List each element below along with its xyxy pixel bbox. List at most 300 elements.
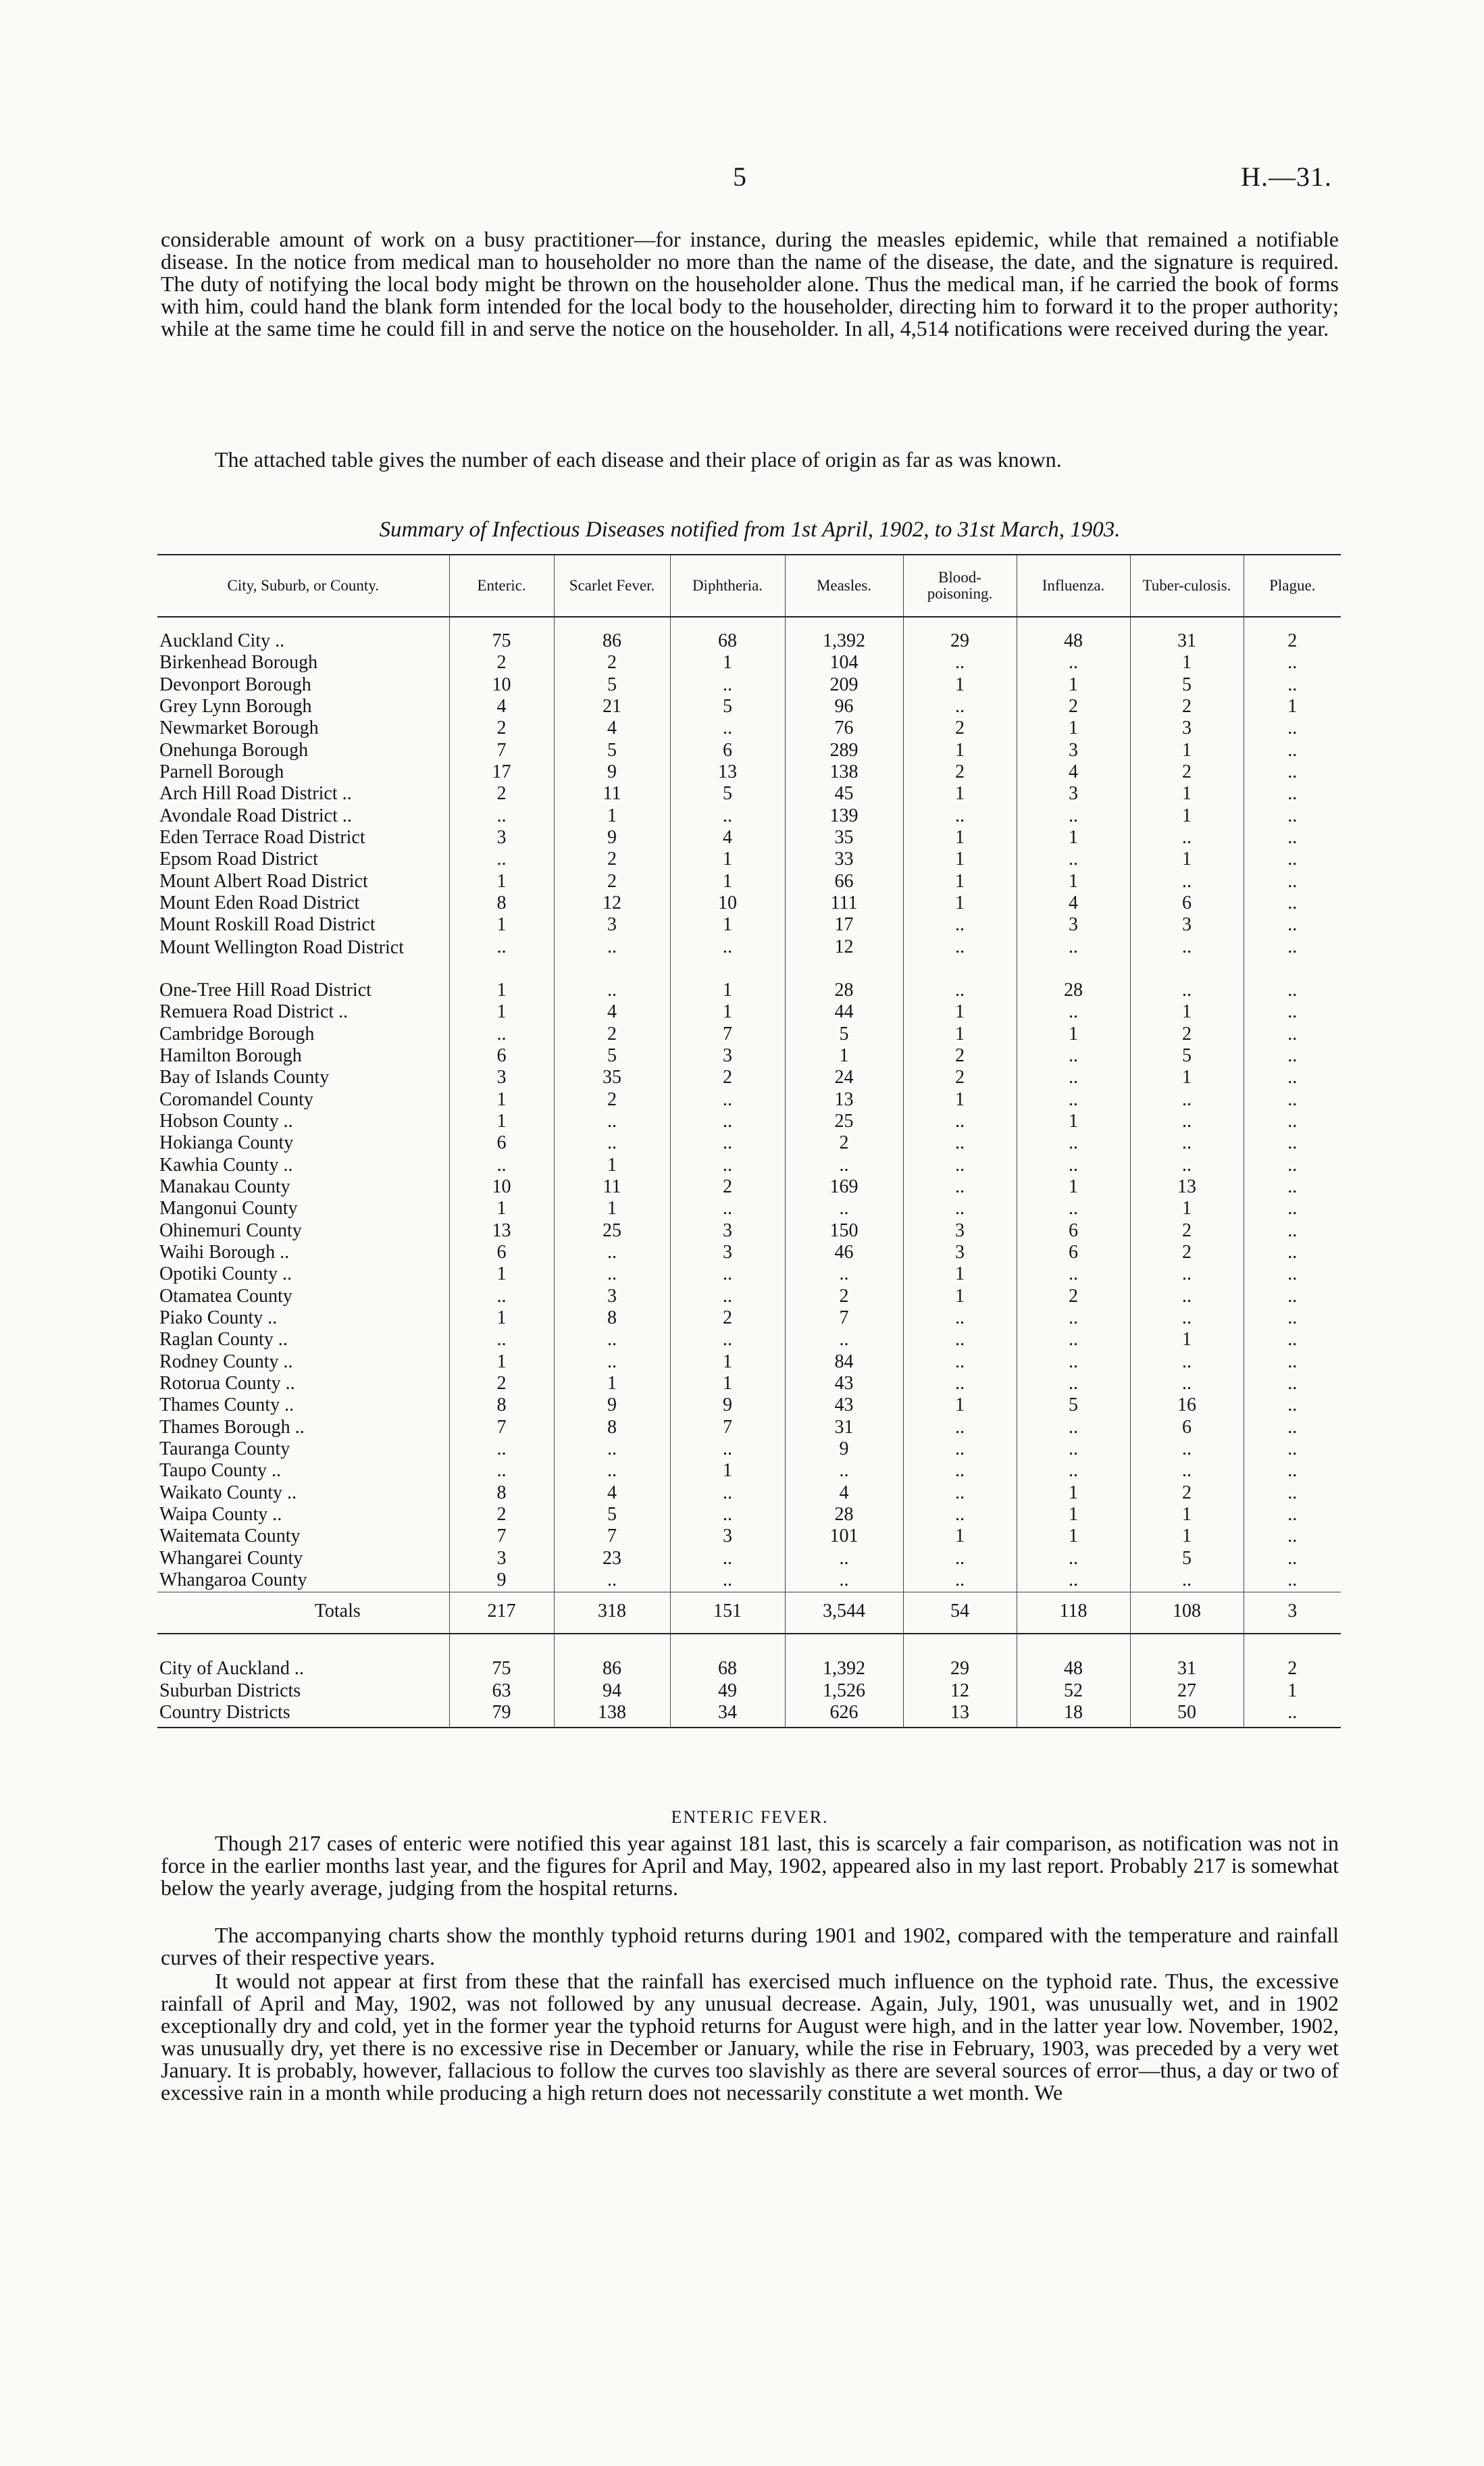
cell-diphtheria: 1	[670, 1374, 785, 1395]
cell-influenza: ..	[1017, 1264, 1130, 1286]
cell-plague: ..	[1244, 1395, 1341, 1417]
cell-measles: 111	[785, 893, 903, 915]
cell-place: Hokianga County	[159, 1132, 294, 1154]
cell-diphtheria: 13	[670, 762, 785, 784]
cell-tuberculosis: ..	[1130, 1570, 1244, 1592]
cell-influenza: 48	[1017, 631, 1130, 653]
cell-blood-poisoning: 1	[903, 849, 1017, 871]
cell-place: Devonport Borough	[159, 674, 311, 695]
table-row	[157, 1242, 1341, 1264]
cell-place: Waikato County ..	[159, 1482, 297, 1503]
cell-measles: 43	[785, 1395, 903, 1417]
cell-blood-poisoning: ..	[903, 697, 1017, 718]
cell-blood-poisoning: ..	[903, 1155, 1017, 1177]
cell-enteric: 4	[449, 697, 554, 718]
cell-scarlet-fever: 25	[554, 1221, 670, 1242]
cell-scarlet-fever: 5	[554, 675, 670, 697]
cell-plague: 2	[1244, 631, 1341, 653]
cell-influenza: 1	[1017, 1111, 1130, 1133]
cell-influenza: ..	[1017, 1067, 1130, 1089]
cell-enteric: 3	[449, 828, 554, 849]
cell-tuberculosis: 1	[1130, 1199, 1244, 1220]
cell-diphtheria: 1	[670, 653, 785, 674]
table-row	[157, 937, 1341, 980]
table-row	[157, 806, 1341, 828]
cell-scarlet-fever: 1	[554, 1155, 670, 1177]
cell-enteric: 1	[449, 1111, 554, 1133]
cell-blood-poisoning: ..	[903, 1352, 1017, 1374]
cell-place: Taupo County ..	[159, 1460, 282, 1482]
cell-scarlet-fever: 9	[554, 828, 670, 849]
cell-blood-poisoning: ..	[903, 915, 1017, 936]
cell-blood-poisoning: 12	[903, 1681, 1017, 1703]
cell-influenza: 1	[1017, 1505, 1130, 1526]
cell-plague: ..	[1244, 1505, 1341, 1526]
cell-scarlet-fever: ..	[554, 1242, 670, 1264]
cell-diphtheria: ..	[670, 1286, 785, 1308]
cell-measles: 66	[785, 872, 903, 893]
cell-place: Rotorua County ..	[159, 1373, 295, 1394]
cell-tuberculosis: 2	[1130, 697, 1244, 718]
cell-diphtheria: ..	[670, 1090, 785, 1111]
cell-diphtheria: ..	[670, 675, 785, 697]
cell-measles: 25	[785, 1111, 903, 1133]
cell-blood-poisoning: 1	[903, 784, 1017, 805]
cell-influenza: 5	[1017, 1395, 1130, 1417]
table-row	[157, 1505, 1341, 1526]
cell-place: Piako County ..	[159, 1307, 278, 1328]
cell-blood-poisoning: ..	[903, 937, 1017, 980]
cell-measles: 43	[785, 1374, 903, 1395]
cell-blood-poisoning: ..	[903, 1505, 1017, 1526]
cell-place: Bay of Islands County	[159, 1067, 330, 1088]
page-number: 5	[733, 161, 746, 192]
cell-scarlet-fever: 1	[554, 1374, 670, 1395]
cell-place: Newmarket Borough	[159, 718, 319, 739]
table-row	[157, 1570, 1341, 1592]
cell-place: Birkenhead Borough	[159, 652, 318, 674]
cell-plague: ..	[1244, 1155, 1341, 1177]
cell-blood-poisoning: ..	[903, 1461, 1017, 1482]
cell-enteric: 3	[449, 1067, 554, 1089]
cell-enteric: 1	[449, 1352, 554, 1374]
cell-diphtheria: ..	[670, 1264, 785, 1286]
cell-influenza: ..	[1017, 1155, 1130, 1177]
cell-blood-poisoning: 1	[903, 872, 1017, 893]
cell-enteric: 75	[449, 631, 554, 653]
cell-plague: ..	[1244, 1417, 1341, 1439]
cell-plague: ..	[1244, 1703, 1341, 1728]
cell-tuberculosis: 2	[1130, 1024, 1244, 1046]
cell-diphtheria: 3	[670, 1242, 785, 1264]
summary-row	[157, 1659, 1341, 1680]
cell-blood-poisoning: ..	[903, 806, 1017, 828]
cell-scarlet-fever: 4	[554, 718, 670, 740]
cell-influenza: ..	[1017, 1199, 1130, 1220]
cell-enteric: 2	[449, 718, 554, 740]
document-reference: H.—31.	[1241, 161, 1332, 192]
cell-blood-poisoning: 1	[903, 1024, 1017, 1046]
cell-diphtheria: ..	[670, 1111, 785, 1133]
cell-plague: 1	[1244, 1681, 1341, 1703]
cell-plague: ..	[1244, 1177, 1341, 1199]
cell-tuberculosis: 31	[1130, 631, 1244, 653]
cell-scarlet-fever: 4	[554, 1002, 670, 1024]
cell-plague: ..	[1244, 806, 1341, 828]
cell-scarlet-fever: 7	[554, 1526, 670, 1548]
cell-diphtheria: 2	[670, 1177, 785, 1199]
cell-blood-poisoning: ..	[903, 1570, 1017, 1592]
cell-place: Suburban Districts	[159, 1680, 301, 1701]
cell-diphtheria: 1	[670, 915, 785, 936]
table-header-row	[157, 555, 1341, 617]
column-header-scarlet-fever: Scarlet Fever.	[554, 555, 670, 617]
cell-scarlet-fever: 9	[554, 762, 670, 784]
cell-enteric: 2	[449, 784, 554, 805]
cell-measles: 1,526	[785, 1681, 903, 1703]
cell-plague: ..	[1244, 1374, 1341, 1395]
cell-measles: 24	[785, 1067, 903, 1089]
cell-plague: ..	[1244, 1221, 1341, 1242]
cell-plague: ..	[1244, 1330, 1341, 1351]
infectious-diseases-table	[157, 554, 1341, 1728]
cell-measles: 28	[785, 1505, 903, 1526]
cell-tuberculosis: 1	[1130, 1002, 1244, 1024]
cell-influenza: 3	[1017, 915, 1130, 936]
cell-place: Auckland City ..	[159, 630, 285, 651]
cell-blood-poisoning: 3	[903, 1221, 1017, 1242]
cell-enteric: 1	[449, 915, 554, 936]
table-row	[157, 1133, 1341, 1155]
cell-enteric: ..	[449, 1461, 554, 1482]
cell-diphtheria: ..	[670, 718, 785, 740]
cell-influenza: ..	[1017, 937, 1130, 980]
cell-tuberculosis: 1	[1130, 1505, 1244, 1526]
cell-influenza: 4	[1017, 893, 1130, 915]
cell-scarlet-fever: 4	[554, 1483, 670, 1505]
cell-enteric: 1	[449, 872, 554, 893]
cell-measles: 84	[785, 1352, 903, 1374]
cell-plague: ..	[1244, 980, 1341, 1002]
cell-measles: 31	[785, 1417, 903, 1439]
column-header-tuberculosis: Tuber-culosis.	[1130, 555, 1244, 617]
table-row	[157, 1330, 1341, 1351]
cell-diphtheria: 1	[670, 872, 785, 893]
table-row	[157, 1264, 1341, 1286]
cell-blood-poisoning: ..	[903, 1111, 1017, 1133]
cell-tuberculosis: 27	[1130, 1681, 1244, 1703]
cell-plague: ..	[1244, 1024, 1341, 1046]
cell-tuberculosis: ..	[1130, 980, 1244, 1002]
cell-place: Onehunga Borough	[159, 739, 309, 761]
table-row	[157, 1067, 1341, 1089]
cell-tuberculosis: 1	[1130, 784, 1244, 805]
table-row	[157, 1090, 1341, 1111]
cell-scarlet-fever: 5	[554, 1046, 670, 1067]
table-row	[157, 1461, 1341, 1482]
table-row	[157, 784, 1341, 805]
cell-enteric: 1	[449, 1264, 554, 1286]
cell-blood-poisoning: 2	[903, 1067, 1017, 1089]
cell-enteric: 2	[449, 1505, 554, 1526]
cell-plague: ..	[1244, 828, 1341, 849]
cell-enteric: ..	[449, 849, 554, 871]
column-header-place: City, Suburb, or County.	[157, 555, 449, 617]
cell-place: City of Auckland ..	[159, 1658, 304, 1680]
table-row	[157, 1549, 1341, 1570]
intro-paragraph-1: considerable amount of work on a busy practitioner—for instance, during the measles epidemic, while that remained a notifiable disease. In the notice from medical man to householder no more than the name of the disease, the date, and the signature is required. The duty of notifying the local body might be thrown on the householder alone. Thus the medical man, if he carried the book of forms with him, could hand the blank form intended for the local body to the householder, directing him to forward it to the proper authority; while at the same time he could fill in and serve the notice on the householder. In all, 4,514 notifications were received during the year.	[161, 227, 1339, 341]
column-header-enteric: Enteric.	[449, 555, 554, 617]
cell-influenza: 28	[1017, 980, 1130, 1002]
table-row	[157, 1024, 1341, 1046]
cell-place: Mount Albert Road District	[159, 870, 368, 892]
cell-diphtheria: 9	[670, 1395, 785, 1417]
cell-diphtheria: 151	[670, 1592, 785, 1634]
cell-tuberculosis: 2	[1130, 1242, 1244, 1264]
cell-tuberculosis: ..	[1130, 1111, 1244, 1133]
table-row	[157, 697, 1341, 718]
cell-measles: 35	[785, 828, 903, 849]
cell-tuberculosis: 1	[1130, 849, 1244, 871]
cell-enteric: 6	[449, 1242, 554, 1264]
cell-place: Avondale Road District ..	[159, 805, 352, 826]
cell-tuberculosis: 6	[1130, 1417, 1244, 1439]
cell-tuberculosis: 5	[1130, 675, 1244, 697]
cell-place: Coromandel County	[159, 1088, 313, 1110]
enteric-paragraph-2: The accompanying charts show the monthly typhoid returns during 1901 and 1902, compared with the temperature and rainfall curves of their respective years.	[161, 1923, 1339, 1969]
cell-scarlet-fever: 11	[554, 1177, 670, 1199]
cell-enteric: 217	[449, 1592, 554, 1634]
cell-diphtheria: 10	[670, 893, 785, 915]
cell-plague: ..	[1244, 718, 1341, 740]
cell-diphtheria: 1	[670, 1461, 785, 1482]
table-row	[157, 1526, 1341, 1548]
table-row	[157, 1002, 1341, 1024]
cell-influenza: 1	[1017, 828, 1130, 849]
cell-place: Mangonui County	[159, 1198, 298, 1219]
cell-scarlet-fever: 9	[554, 1395, 670, 1417]
cell-scarlet-fever: ..	[554, 1352, 670, 1374]
column-header-measles: Measles.	[785, 555, 903, 617]
cell-influenza: 2	[1017, 697, 1130, 718]
cell-blood-poisoning: ..	[903, 1417, 1017, 1439]
cell-tuberculosis: 3	[1130, 915, 1244, 936]
cell-enteric: 7	[449, 1417, 554, 1439]
cell-enteric: 1	[449, 1308, 554, 1330]
cell-tuberculosis: ..	[1130, 1133, 1244, 1155]
cell-influenza: 1	[1017, 1483, 1130, 1505]
cell-diphtheria: 1	[670, 849, 785, 871]
cell-plague: ..	[1244, 1526, 1341, 1548]
cell-scarlet-fever: ..	[554, 1111, 670, 1133]
cell-enteric: ..	[449, 1286, 554, 1308]
cell-enteric: 1	[449, 1090, 554, 1111]
cell-diphtheria: 6	[670, 740, 785, 762]
cell-enteric: 79	[449, 1703, 554, 1728]
cell-scarlet-fever: 11	[554, 784, 670, 805]
cell-plague: ..	[1244, 1199, 1341, 1220]
cell-enteric: ..	[449, 1330, 554, 1351]
cell-place: Totals	[157, 1592, 449, 1634]
cell-scarlet-fever: 318	[554, 1592, 670, 1634]
cell-plague: ..	[1244, 1483, 1341, 1505]
cell-scarlet-fever: 2	[554, 849, 670, 871]
cell-blood-poisoning: ..	[903, 1439, 1017, 1461]
cell-enteric: 17	[449, 762, 554, 784]
cell-plague: ..	[1244, 915, 1341, 936]
table-row	[157, 1374, 1341, 1395]
cell-measles: 138	[785, 762, 903, 784]
cell-influenza: ..	[1017, 806, 1130, 828]
cell-influenza: 6	[1017, 1242, 1130, 1264]
cell-influenza: ..	[1017, 1330, 1130, 1351]
cell-diphtheria: 5	[670, 697, 785, 718]
cell-place: Rodney County ..	[159, 1351, 293, 1372]
table-row	[157, 718, 1341, 740]
cell-scarlet-fever: ..	[554, 1570, 670, 1592]
cell-scarlet-fever: 2	[554, 653, 670, 674]
table-row	[157, 1395, 1341, 1417]
summary-row	[157, 1681, 1341, 1703]
cell-scarlet-fever: ..	[554, 1133, 670, 1155]
cell-place: Thames Borough ..	[159, 1416, 305, 1438]
page-header	[0, 161, 1484, 201]
cell-blood-poisoning: 2	[903, 718, 1017, 740]
table-row	[157, 1221, 1341, 1242]
cell-tuberculosis: ..	[1130, 1352, 1244, 1374]
cell-plague: ..	[1244, 1308, 1341, 1330]
cell-place: Whangarei County	[159, 1547, 303, 1569]
table-row	[157, 915, 1341, 936]
cell-plague: ..	[1244, 1264, 1341, 1286]
cell-measles: 7	[785, 1308, 903, 1330]
enteric-paragraph-3: It would not appear at first from these that the rainfall has exercised much influence on the typhoid rate. Thus, the excessive rainfall of April and May, 1902, was not followed by any unusual decrease. Again, July, 1901, was unusually wet, and in 1902 exceptionally dry and cold, yet in the former year the typhoid returns for August were high, and in the latter year low. November, 1902, was unusually dry, yet there is no excessive rise in December or January, while the rise in February, 1903, was preceded by a very wet January. It is probably, however, fallacious to follow the curves too slavishly as there are several sources of error—thus, a day or two of excessive rain in a month while producing a high return does not necessarily constitute a wet month. We	[161, 1969, 1339, 2105]
cell-diphtheria: 4	[670, 828, 785, 849]
cell-blood-poisoning: 29	[903, 631, 1017, 653]
cell-measles: 9	[785, 1439, 903, 1461]
cell-measles: ..	[785, 1264, 903, 1286]
cell-blood-poisoning: 1	[903, 1090, 1017, 1111]
cell-measles: 2	[785, 1133, 903, 1155]
cell-influenza: ..	[1017, 1046, 1130, 1067]
cell-place: Epsom Road District	[159, 849, 318, 870]
cell-tuberculosis: 108	[1130, 1592, 1244, 1634]
cell-diphtheria: ..	[670, 1199, 785, 1220]
cell-influenza: 3	[1017, 784, 1130, 805]
cell-place: Grey Lynn Borough	[159, 696, 312, 718]
cell-measles: ..	[785, 1155, 903, 1177]
enteric-paragraph-1: Though 217 cases of enteric were notified this year against 181 last, this is scarcely a fair comparison, as notification was not in force in the earlier months last year, and the figures for April and May, 1902, appeared also in my last report. Probably 217 is somewhat below the yearly average, judging from the hospital returns.	[161, 1831, 1339, 1900]
cell-plague: ..	[1244, 1549, 1341, 1570]
cell-place: Country Districts	[157, 1703, 449, 1728]
column-header-plague: Plague.	[1244, 555, 1341, 617]
table-row	[157, 828, 1341, 849]
cell-enteric: ..	[449, 806, 554, 828]
cell-enteric: 10	[449, 675, 554, 697]
cell-place: Waitemata County	[159, 1526, 301, 1547]
cell-tuberculosis: 2	[1130, 762, 1244, 784]
cell-measles: 1,392	[785, 631, 903, 653]
cell-influenza: 3	[1017, 740, 1130, 762]
cell-plague: ..	[1244, 1002, 1341, 1024]
cell-scarlet-fever: ..	[554, 980, 670, 1002]
cell-blood-poisoning: ..	[903, 1308, 1017, 1330]
cell-scarlet-fever: 2	[554, 1090, 670, 1111]
cell-enteric: 8	[449, 893, 554, 915]
cell-measles: 17	[785, 915, 903, 936]
cell-tuberculosis: 5	[1130, 1046, 1244, 1067]
table-row	[157, 675, 1341, 697]
cell-enteric: 63	[449, 1681, 554, 1703]
cell-place: Cambridge Borough	[159, 1023, 315, 1045]
cell-blood-poisoning: 1	[903, 1526, 1017, 1548]
cell-enteric: 1	[449, 980, 554, 1002]
cell-tuberculosis: ..	[1130, 937, 1244, 980]
cell-plague: ..	[1244, 1352, 1341, 1374]
cell-influenza: 1	[1017, 675, 1130, 697]
cell-tuberculosis: ..	[1130, 1439, 1244, 1461]
cell-blood-poisoning: ..	[903, 1177, 1017, 1199]
cell-measles: 2	[785, 1286, 903, 1308]
cell-scarlet-fever: 12	[554, 893, 670, 915]
cell-enteric: 7	[449, 1526, 554, 1548]
cell-influenza: 1	[1017, 1024, 1130, 1046]
cell-measles: 209	[785, 675, 903, 697]
cell-scarlet-fever: 3	[554, 1286, 670, 1308]
cell-tuberculosis: 6	[1130, 893, 1244, 915]
cell-tuberculosis: 1	[1130, 1526, 1244, 1548]
cell-blood-poisoning: 54	[903, 1592, 1017, 1634]
cell-influenza: 1	[1017, 1177, 1130, 1199]
cell-tuberculosis: ..	[1130, 1264, 1244, 1286]
cell-influenza: ..	[1017, 1570, 1130, 1592]
cell-plague: 3	[1244, 1592, 1341, 1634]
cell-blood-poisoning: ..	[903, 1330, 1017, 1351]
cell-blood-poisoning: 1	[903, 828, 1017, 849]
column-header-influenza: Influenza.	[1017, 555, 1130, 617]
cell-blood-poisoning: ..	[903, 653, 1017, 674]
cell-scarlet-fever: 3	[554, 915, 670, 936]
cell-scarlet-fever: 8	[554, 1417, 670, 1439]
cell-tuberculosis: 31	[1130, 1659, 1244, 1680]
cell-place: Arch Hill Road District ..	[159, 783, 352, 805]
cell-place: Eden Terrace Road District	[159, 827, 365, 849]
table-row	[157, 872, 1341, 893]
cell-tuberculosis: ..	[1130, 828, 1244, 849]
cell-enteric: ..	[449, 1439, 554, 1461]
cell-influenza: 4	[1017, 762, 1130, 784]
cell-enteric: 1	[449, 1199, 554, 1220]
cell-tuberculosis: 2	[1130, 1221, 1244, 1242]
table-row	[157, 1308, 1341, 1330]
cell-scarlet-fever: 1	[554, 806, 670, 828]
cell-scarlet-fever: ..	[554, 937, 670, 980]
table-body	[157, 617, 1341, 1728]
cell-measles: 1	[785, 1046, 903, 1067]
cell-place: Hamilton Borough	[159, 1045, 302, 1066]
table-row	[157, 1417, 1341, 1439]
cell-diphtheria: 2	[670, 1308, 785, 1330]
cell-plague: ..	[1244, 1286, 1341, 1308]
cell-diphtheria: 3	[670, 1221, 785, 1242]
cell-place: Whangaroa County	[159, 1569, 307, 1591]
cell-place: Waipa County ..	[159, 1504, 282, 1526]
cell-enteric: 2	[449, 653, 554, 674]
cell-influenza: 2	[1017, 1286, 1130, 1308]
cell-tuberculosis: 13	[1130, 1177, 1244, 1199]
cell-plague: ..	[1244, 740, 1341, 762]
cell-measles: 28	[785, 980, 903, 1002]
